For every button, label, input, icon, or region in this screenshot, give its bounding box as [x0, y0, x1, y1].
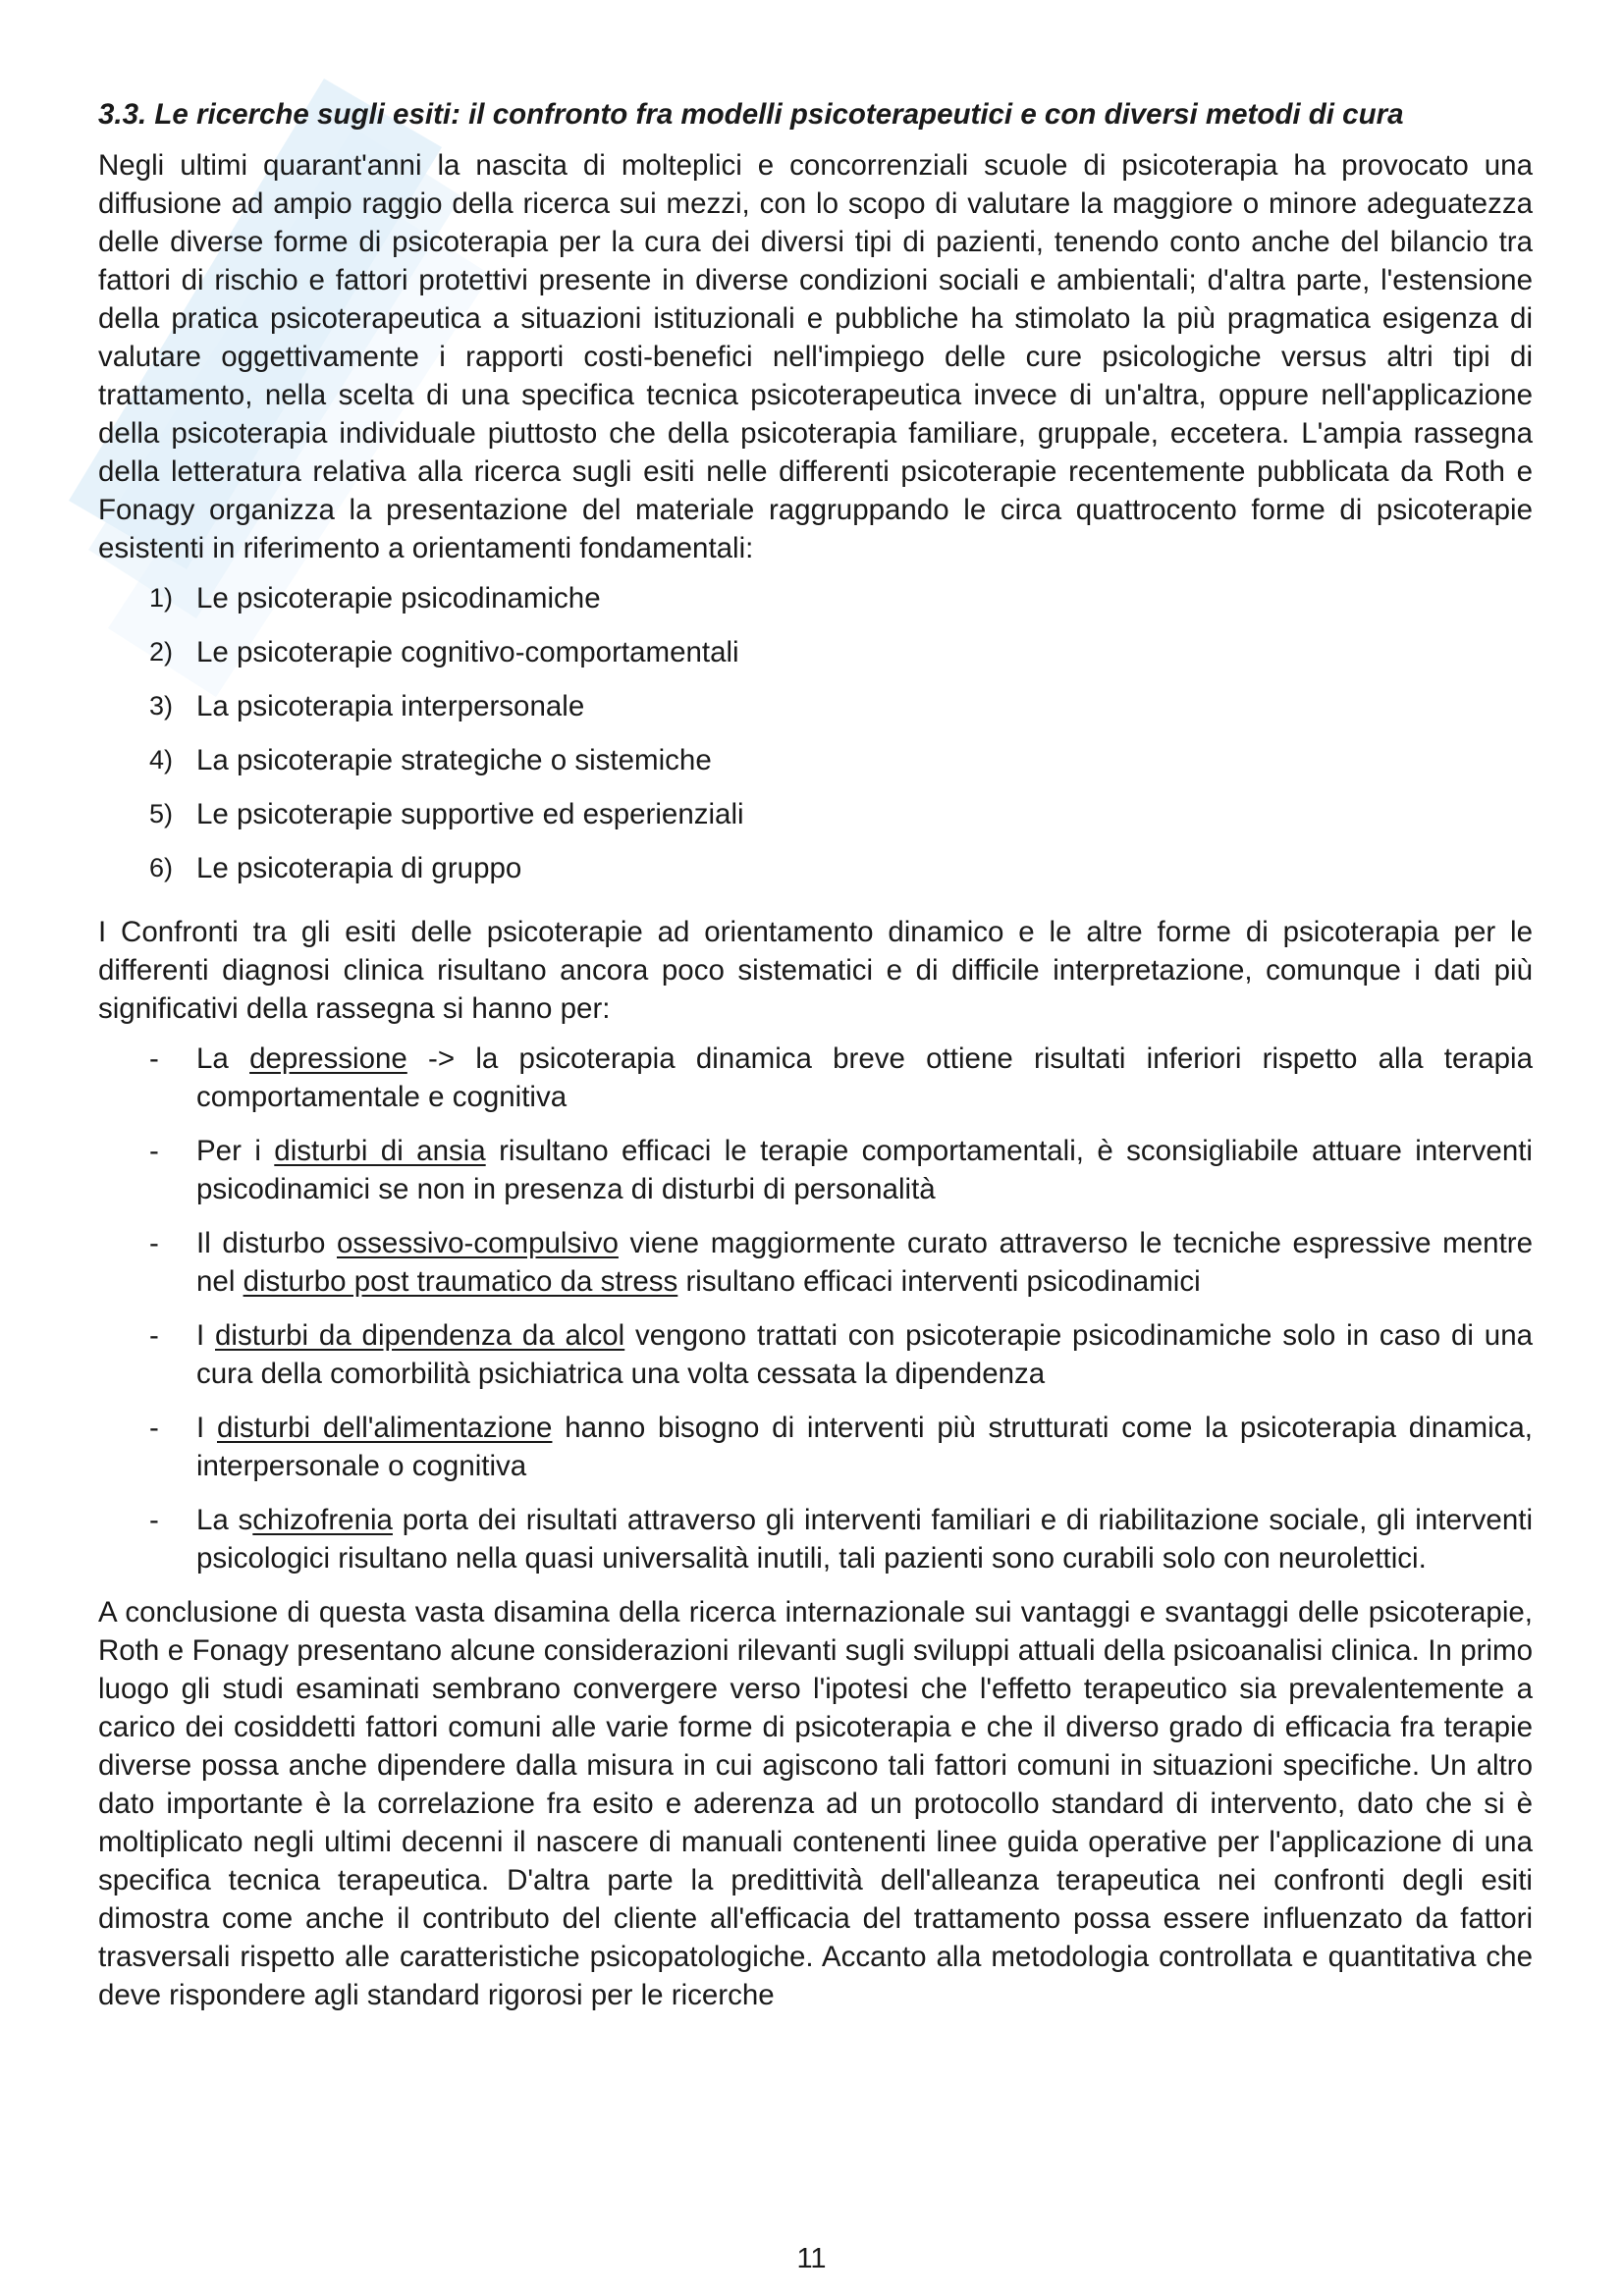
page-content — [98, 96, 1533, 2026]
dash-marker: - — [149, 1135, 159, 1167]
list-item — [98, 687, 1533, 741]
diagnosis-list — [98, 1040, 1533, 1577]
underlined-term: disturbi da dipendenza da alcol — [215, 1319, 625, 1352]
orientation-list — [98, 579, 1533, 903]
page-number: 11 — [796, 2243, 827, 2274]
list-text: Per i disturbi di ansia risultano efficaci le terapie comportamentali, è sconsigliabile attuare interventi psicodinamici se non in presenza di disturbi di personalità — [196, 1135, 1533, 1205]
list-text: Le psicoterapie supportive ed esperienziali — [196, 798, 744, 830]
list-text: Le psicoterapia di gruppo — [196, 852, 522, 884]
list-item — [98, 1224, 1533, 1301]
list-text: Le psicoterapie psicodinamiche — [196, 582, 601, 614]
list-item — [98, 849, 1533, 903]
list-item — [98, 1501, 1533, 1577]
dash-marker: - — [149, 1227, 159, 1259]
underlined-term: disturbi di ansia — [274, 1135, 486, 1167]
conclusion-paragraph: A conclusione di questa vasta disamina della ricerca internazionale sui vantaggi e svantaggi delle psicoterapie, Roth e Fonagy presentano alcune considerazioni rilevanti sugli sviluppi attuali della psicoanalisi clinica. In primo luogo gli studi esaminati sembrano convergere verso l'ipotesi che l'effetto terapeutico sia prevalentemente a carico dei cosiddetti fattori comuni alle varie forme di psicoterapia e che il diverso grado di efficacia fra terapie diverse possa anche dipendere dalla misura in cui agiscono tali fattori comuni in situazioni specifiche. Un altro dato importante è la correlazione fra esito e aderenza ad un protocollo standard di intervento, dato che si è moltiplicato negli ultimi decenni il nascere di manuali contenenti linee guida operative per l'applicazione di una specifica tecnica terapeutica. D'altra parte la predittività dell'alleanza terapeutica nei confronti degli esiti dimostra come anche il contributo del cliente all'efficacia del trattamento possa essere influenzato da fattori trasversali rispetto alle caratteristiche psicopatologiche. Accanto alla metodologia controllata e quantitativa che deve rispondere agli standard rigorosi per le ricerche — [98, 1596, 1533, 2011]
intro-paragraph: Negli ultimi quarant'anni la nascita di molteplici e concorrenziali scuole di psicoterapia ha provocato una diffusione ad ampio raggio della ricerca sui mezzi, con lo scopo di valutare la maggiore o minore adeguatezza delle diverse forme di psicoterapia per la cura dei diversi tipi di pazienti, tenendo conto anche del bilancio tra fattori di rischio e fattori protettivi presente in diverse condizioni sociali e ambientali; d'altra parte, l'estensione della pratica psicoterapeutica a situazioni istituzionali e pubbliche ha stimolato la più pragmatica esigenza di valutare oggettivamente i rapporti costi-benefici nell'impiego delle cure psicologiche versus altri tipi di trattamento, nella scelta di una specifica tecnica psicoterapeutica invece di un'altra, oppure nell'applicazione della psicoterapia individuale piuttosto che della psicoterapia familiare, gruppale, eccetera. L'ampia rassegna della letteratura relativa alla ricerca sugli esiti nelle differenti psicoterapie recentemente pubblicata da Roth e Fonagy organizza la presentazione del materiale raggruppando le circa quattrocento forme di psicoterapie esistenti in riferimento a orientamenti fondamentali: — [98, 149, 1533, 564]
list-item — [98, 741, 1533, 795]
dash-marker: - — [149, 1504, 159, 1536]
list-text: La psicoterapia interpersonale — [196, 690, 585, 722]
underlined-term: disturbo post traumatico da stress — [243, 1265, 678, 1298]
section-title: 3.3. Le ricerche sugli esiti: il confronto fra modelli psicoterapeutici e con diversi metodi di cura — [98, 98, 1404, 131]
dash-marker: - — [149, 1412, 159, 1444]
list-text: La psicoterapie strategiche o sistemiche — [196, 744, 712, 776]
list-item — [98, 1132, 1533, 1208]
list-number: 5) — [149, 799, 174, 828]
underlined-term: depressione — [249, 1042, 407, 1075]
list-item — [98, 633, 1533, 687]
list-text: La depressione -> la psicoterapia dinamica breve ottiene risultati inferiori rispetto alla terapia comportamentale e cognitiva — [196, 1042, 1533, 1113]
underlined-term: disturbi dell'alimentazione — [216, 1412, 553, 1444]
list-text: La schizofrenia porta dei risultati attraverso gli interventi familiari e di riabilitazione sociale, gli interventi psicologici risultano nella quasi universalità inutili, tali pazienti sono curabili solo con neurolettici. — [196, 1504, 1533, 1575]
list-text: Le psicoterapie cognitivo-comportamentali — [196, 636, 739, 668]
dash-marker: - — [149, 1319, 159, 1352]
underlined-term: ossessivo-compulsivo — [337, 1227, 619, 1259]
list-item — [98, 1409, 1533, 1485]
list-number: 4) — [149, 745, 174, 774]
list-number: 6) — [149, 853, 174, 882]
list-text: I disturbi dell'alimentazione hanno bisogno di interventi più strutturati come la psicoterapia dinamica, interpersonale o cognitiva — [196, 1412, 1534, 1482]
list-number: 3) — [149, 691, 174, 721]
list-number: 1) — [149, 583, 174, 613]
underlined-term: chizofrenia — [252, 1504, 393, 1536]
dash-marker: - — [149, 1042, 159, 1075]
list-item — [98, 579, 1533, 633]
list-number: 2) — [149, 637, 174, 667]
list-text: I disturbi da dipendenza da alcol vengono trattati con psicoterapie psicodinamiche solo in caso di una cura della comorbilità psichiatrica una volta cessata la dipendenza — [196, 1319, 1534, 1390]
comparison-paragraph: I Confronti tra gli esiti delle psicoterapie ad orientamento dinamico e le altre forme di psicoterapia per le differenti diagnosi clinica risultano ancora poco sistematici e di difficile interpretazione, comunque i dati più significativi della rassegna si hanno per: — [98, 916, 1533, 1025]
list-item — [98, 795, 1533, 849]
list-text: Il disturbo ossessivo-compulsivo viene maggiormente curato attraverso le tecniche espressive mentre nel disturbo post traumatico da stress risultano efficaci interventi psicodinamici — [196, 1227, 1533, 1298]
list-item — [98, 1316, 1533, 1393]
list-item — [98, 1040, 1533, 1116]
